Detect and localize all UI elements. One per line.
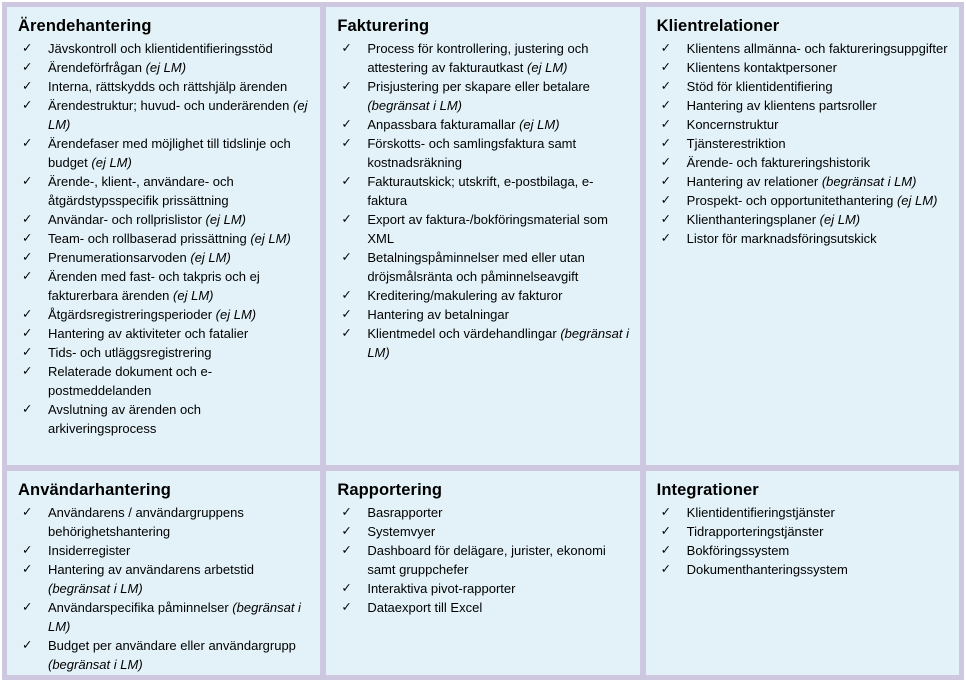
item-text bbox=[48, 305, 310, 324]
item-label: Klientens allmänna- och faktureringsuppgifter bbox=[686, 41, 948, 56]
list-item bbox=[646, 77, 953, 96]
check-icon: ✓ bbox=[22, 250, 33, 264]
item-text bbox=[48, 58, 310, 77]
item-text bbox=[687, 541, 949, 560]
check-icon: ✓ bbox=[341, 136, 352, 150]
list-item bbox=[7, 305, 314, 324]
item-text bbox=[367, 286, 629, 305]
item-label: Ärendestruktur; huvud- och underärenden bbox=[48, 98, 290, 113]
item-label: Kreditering/makulering av fakturor bbox=[367, 288, 563, 303]
feature-panel bbox=[646, 7, 959, 465]
item-license-note: (ej LM) bbox=[819, 212, 861, 227]
list-item bbox=[646, 191, 953, 210]
item-text bbox=[367, 134, 629, 172]
item-license-note: (ej LM) bbox=[145, 60, 187, 75]
item-text bbox=[687, 503, 949, 522]
check-icon: ✓ bbox=[22, 269, 33, 283]
item-license-note: (begränsat i LM) bbox=[48, 657, 143, 672]
list-item bbox=[7, 58, 314, 77]
list-item bbox=[326, 522, 633, 541]
feature-panel bbox=[326, 7, 639, 465]
item-license-note: (ej LM) bbox=[190, 250, 231, 265]
list-item bbox=[7, 39, 314, 58]
item-text bbox=[367, 503, 629, 522]
check-icon: ✓ bbox=[660, 231, 672, 245]
item-text bbox=[687, 96, 949, 115]
check-icon: ✓ bbox=[22, 79, 33, 93]
feature-list bbox=[7, 503, 314, 674]
item-text bbox=[48, 248, 310, 267]
check-icon: ✓ bbox=[660, 212, 672, 226]
check-icon: ✓ bbox=[22, 364, 33, 378]
item-text bbox=[687, 153, 949, 172]
check-icon: ✓ bbox=[341, 307, 352, 321]
item-label: Hantering av klientens partsroller bbox=[686, 98, 877, 113]
feature-list bbox=[646, 39, 953, 248]
item-text bbox=[48, 229, 310, 248]
list-item bbox=[646, 503, 953, 522]
feature-panel bbox=[646, 471, 959, 675]
item-label: Dokumenthanteringssystem bbox=[686, 562, 848, 577]
check-icon: ✓ bbox=[660, 98, 672, 112]
check-icon: ✓ bbox=[341, 543, 352, 557]
item-text bbox=[687, 39, 949, 58]
list-item bbox=[7, 77, 314, 96]
item-license-note: (begränsat i LM) bbox=[48, 600, 301, 634]
item-label: Listor för marknadsföringsutskick bbox=[686, 231, 877, 246]
check-icon: ✓ bbox=[660, 193, 672, 207]
list-item bbox=[646, 134, 953, 153]
item-label: Ärendeförfrågan bbox=[48, 60, 142, 75]
item-license-note: (ej LM) bbox=[173, 288, 214, 303]
list-item bbox=[7, 172, 314, 210]
item-license-note: (ej LM) bbox=[48, 98, 308, 132]
list-item bbox=[7, 636, 314, 674]
item-text bbox=[48, 77, 310, 96]
item-text bbox=[687, 172, 949, 191]
list-item bbox=[646, 115, 953, 134]
item-label: Interna, rättskydds och rättshjälp ärenden bbox=[48, 79, 288, 94]
item-label: Ärenden med fast- och takpris och ej fakturerbara ärenden bbox=[48, 269, 260, 303]
item-label: Tidrapporteringstjänster bbox=[686, 524, 824, 539]
feature-list bbox=[326, 503, 633, 617]
item-label: Klientidentifieringstjänster bbox=[686, 505, 835, 520]
item-label: Åtgärdsregistreringsperioder bbox=[48, 307, 213, 322]
item-label: Anpassbara fakturamallar bbox=[367, 117, 516, 132]
list-item bbox=[7, 134, 314, 172]
item-label: Hantering av aktiviteter och fatalier bbox=[48, 326, 249, 341]
item-text bbox=[687, 210, 949, 229]
item-text bbox=[367, 248, 629, 286]
list-item bbox=[646, 560, 953, 579]
item-text bbox=[687, 58, 949, 77]
item-label: Tjänsterestriktion bbox=[686, 136, 786, 151]
feature-board bbox=[2, 2, 964, 680]
item-text bbox=[48, 210, 310, 229]
item-license-note: (begränsat i LM) bbox=[48, 581, 143, 596]
check-icon: ✓ bbox=[341, 212, 352, 226]
item-label: Dashboard för delägare, jurister, ekonomi samt gruppchefer bbox=[367, 543, 606, 577]
item-label: Relaterade dokument och e-postmeddelanden bbox=[48, 364, 213, 398]
item-label: Prospekt- och opportunitethantering bbox=[686, 193, 894, 208]
item-text bbox=[48, 267, 310, 305]
list-item bbox=[646, 96, 953, 115]
check-icon: ✓ bbox=[22, 212, 33, 226]
item-label: Export av faktura-/bokföringsmaterial som XML bbox=[367, 212, 608, 246]
item-label: Bokföringssystem bbox=[686, 543, 790, 558]
item-text bbox=[367, 522, 629, 541]
item-label: Jävskontroll och klientidentifieringsstöd bbox=[48, 41, 273, 56]
item-label: Team- och rollbaserad prissättning bbox=[48, 231, 247, 246]
item-text bbox=[367, 598, 629, 617]
list-item bbox=[7, 503, 314, 541]
panel-title: Rapportering bbox=[337, 481, 443, 499]
list-item bbox=[7, 210, 314, 229]
check-icon: ✓ bbox=[341, 505, 352, 519]
list-item bbox=[7, 248, 314, 267]
list-item bbox=[326, 39, 633, 77]
check-icon: ✓ bbox=[341, 117, 352, 131]
panel-title: Ärendehantering bbox=[18, 17, 152, 35]
check-icon: ✓ bbox=[22, 326, 33, 340]
check-icon: ✓ bbox=[22, 174, 33, 188]
list-item bbox=[646, 229, 953, 248]
panel-title: Integrationer bbox=[656, 481, 759, 499]
feature-panel bbox=[7, 7, 320, 465]
feature-list bbox=[326, 39, 633, 362]
item-text bbox=[687, 560, 949, 579]
list-item bbox=[326, 172, 633, 210]
check-icon: ✓ bbox=[660, 174, 672, 188]
item-license-note: (ej LM) bbox=[519, 117, 560, 132]
item-license-note: (ej LM) bbox=[215, 307, 257, 322]
feature-panel bbox=[326, 471, 639, 675]
item-text bbox=[48, 96, 310, 134]
check-icon: ✓ bbox=[22, 345, 33, 359]
list-item bbox=[326, 134, 633, 172]
item-label: Tids- och utläggsregistrering bbox=[48, 345, 212, 360]
item-text bbox=[687, 77, 949, 96]
list-item bbox=[7, 343, 314, 362]
item-text bbox=[48, 598, 310, 636]
item-license-note: (begränsat i LM) bbox=[821, 174, 917, 189]
list-item bbox=[326, 210, 633, 248]
item-text bbox=[48, 400, 310, 438]
list-item bbox=[7, 324, 314, 343]
list-item bbox=[646, 541, 953, 560]
feature-panel bbox=[7, 471, 320, 675]
item-text bbox=[367, 579, 629, 598]
check-icon: ✓ bbox=[660, 136, 672, 150]
list-item bbox=[646, 153, 953, 172]
list-item bbox=[326, 115, 633, 134]
list-item bbox=[646, 210, 953, 229]
item-label: Hantering av betalningar bbox=[367, 307, 509, 322]
check-icon: ✓ bbox=[341, 288, 352, 302]
item-label: Systemvyer bbox=[367, 524, 436, 539]
item-label: Avslutning av ärenden och arkiveringsprocess bbox=[48, 402, 201, 436]
list-item bbox=[646, 58, 953, 77]
item-text bbox=[367, 39, 629, 77]
check-icon: ✓ bbox=[22, 136, 33, 150]
item-text bbox=[367, 324, 629, 362]
item-license-note: (ej LM) bbox=[250, 231, 291, 246]
item-text bbox=[48, 636, 310, 674]
check-icon: ✓ bbox=[660, 155, 672, 169]
list-item bbox=[326, 324, 633, 362]
item-label: Hantering av användarens arbetstid bbox=[48, 562, 254, 577]
item-license-note: (begränsat i LM) bbox=[367, 98, 462, 113]
check-icon: ✓ bbox=[22, 98, 33, 112]
item-text bbox=[48, 39, 310, 58]
check-icon: ✓ bbox=[22, 60, 33, 74]
item-label: Klientmedel och värdehandlingar bbox=[367, 326, 557, 341]
item-text bbox=[48, 172, 310, 210]
item-label: Användarens / användargruppens behörighetshantering bbox=[48, 505, 244, 539]
list-item bbox=[7, 598, 314, 636]
check-icon: ✓ bbox=[22, 41, 33, 55]
item-text bbox=[687, 191, 949, 210]
item-text bbox=[687, 134, 949, 153]
list-item bbox=[326, 305, 633, 324]
check-icon: ✓ bbox=[341, 600, 352, 614]
item-license-note: (ej LM) bbox=[896, 193, 938, 208]
item-text bbox=[48, 541, 310, 560]
item-text bbox=[48, 560, 310, 598]
list-item bbox=[326, 248, 633, 286]
panel-title: Fakturering bbox=[337, 17, 430, 35]
check-icon: ✓ bbox=[22, 638, 33, 652]
item-label: Användarspecifika påminnelser bbox=[48, 600, 229, 615]
item-label: Hantering av relationer bbox=[686, 174, 819, 189]
item-text bbox=[367, 172, 629, 210]
list-item bbox=[646, 522, 953, 541]
item-label: Interaktiva pivot-rapporter bbox=[367, 581, 516, 596]
item-text bbox=[48, 324, 310, 343]
check-icon: ✓ bbox=[341, 326, 352, 340]
item-text bbox=[367, 305, 629, 324]
list-item bbox=[7, 267, 314, 305]
item-label: Stöd för klientidentifiering bbox=[686, 79, 833, 94]
item-label: Ärendefaser med möjlighet till tidslinje och budget bbox=[48, 136, 291, 170]
item-license-note: (ej LM) bbox=[91, 155, 132, 170]
item-label: Betalningspåminnelser med eller utan dröjsmålsränta och påminnelseavgift bbox=[367, 250, 585, 284]
item-label: Ärende-, klient-, användare- och åtgärdstypsspecifik prissättning bbox=[48, 174, 234, 208]
item-label: Klientens kontaktpersoner bbox=[686, 60, 837, 75]
item-label: Basrapporter bbox=[367, 505, 443, 520]
item-text bbox=[367, 541, 629, 579]
item-text bbox=[48, 503, 310, 541]
item-text bbox=[48, 134, 310, 172]
list-item bbox=[7, 541, 314, 560]
feature-list bbox=[7, 39, 314, 438]
check-icon: ✓ bbox=[341, 250, 352, 264]
item-label: Klienthanteringsplaner bbox=[686, 212, 817, 227]
item-label: Prisjustering per skapare eller betalare bbox=[367, 79, 590, 94]
item-text bbox=[367, 210, 629, 248]
check-icon: ✓ bbox=[660, 562, 672, 576]
item-label: Budget per användare eller användargrupp bbox=[48, 638, 296, 653]
list-item bbox=[7, 560, 314, 598]
list-item bbox=[7, 362, 314, 400]
check-icon: ✓ bbox=[341, 174, 352, 188]
check-icon: ✓ bbox=[22, 562, 33, 576]
check-icon: ✓ bbox=[341, 581, 352, 595]
list-item bbox=[326, 503, 633, 522]
item-text bbox=[367, 115, 629, 134]
item-label: Insiderregister bbox=[48, 543, 131, 558]
panel-title: Klientrelationer bbox=[656, 17, 780, 35]
item-text bbox=[687, 522, 949, 541]
item-label: Förskotts- och samlingsfaktura samt kostnadsräkning bbox=[367, 136, 577, 170]
item-text bbox=[687, 115, 949, 134]
list-item bbox=[326, 541, 633, 579]
list-item bbox=[7, 229, 314, 248]
check-icon: ✓ bbox=[341, 79, 352, 93]
list-item bbox=[326, 598, 633, 617]
panel-title: Användarhantering bbox=[18, 481, 171, 499]
item-license-note: (begränsat i LM) bbox=[367, 326, 629, 360]
item-label: Dataexport till Excel bbox=[367, 600, 483, 615]
item-text bbox=[367, 77, 629, 115]
item-label: Prenumerationsarvoden bbox=[48, 250, 187, 265]
item-license-note: (ej LM) bbox=[527, 60, 568, 75]
check-icon: ✓ bbox=[22, 600, 33, 614]
item-label: Fakturautskick; utskrift, e-postbilaga, e-faktura bbox=[367, 174, 594, 208]
check-icon: ✓ bbox=[660, 79, 672, 93]
item-text bbox=[48, 343, 310, 362]
check-icon: ✓ bbox=[22, 231, 33, 245]
list-item bbox=[7, 400, 314, 438]
check-icon: ✓ bbox=[22, 307, 33, 321]
list-item bbox=[326, 77, 633, 115]
check-icon: ✓ bbox=[341, 524, 352, 538]
list-item bbox=[7, 96, 314, 134]
item-label: Koncernstruktur bbox=[686, 117, 779, 132]
feature-list bbox=[646, 503, 953, 579]
list-item bbox=[326, 579, 633, 598]
check-icon: ✓ bbox=[660, 117, 672, 131]
check-icon: ✓ bbox=[660, 505, 672, 519]
item-label: Ärende- och faktureringshistorik bbox=[686, 155, 871, 170]
item-license-note: (ej LM) bbox=[205, 212, 246, 227]
list-item bbox=[646, 39, 953, 58]
list-item bbox=[326, 286, 633, 305]
check-icon: ✓ bbox=[660, 543, 672, 557]
check-icon: ✓ bbox=[341, 41, 352, 55]
check-icon: ✓ bbox=[660, 41, 672, 55]
item-text bbox=[687, 229, 949, 248]
item-label: Användar- och rollprislistor bbox=[48, 212, 202, 227]
list-item bbox=[646, 172, 953, 191]
check-icon: ✓ bbox=[22, 505, 33, 519]
check-icon: ✓ bbox=[660, 60, 672, 74]
item-label: Process för kontrollering, justering och attestering av fakturautkast bbox=[367, 41, 589, 75]
item-text bbox=[48, 362, 310, 400]
check-icon: ✓ bbox=[22, 543, 33, 557]
check-icon: ✓ bbox=[660, 524, 672, 538]
check-icon: ✓ bbox=[22, 402, 33, 416]
